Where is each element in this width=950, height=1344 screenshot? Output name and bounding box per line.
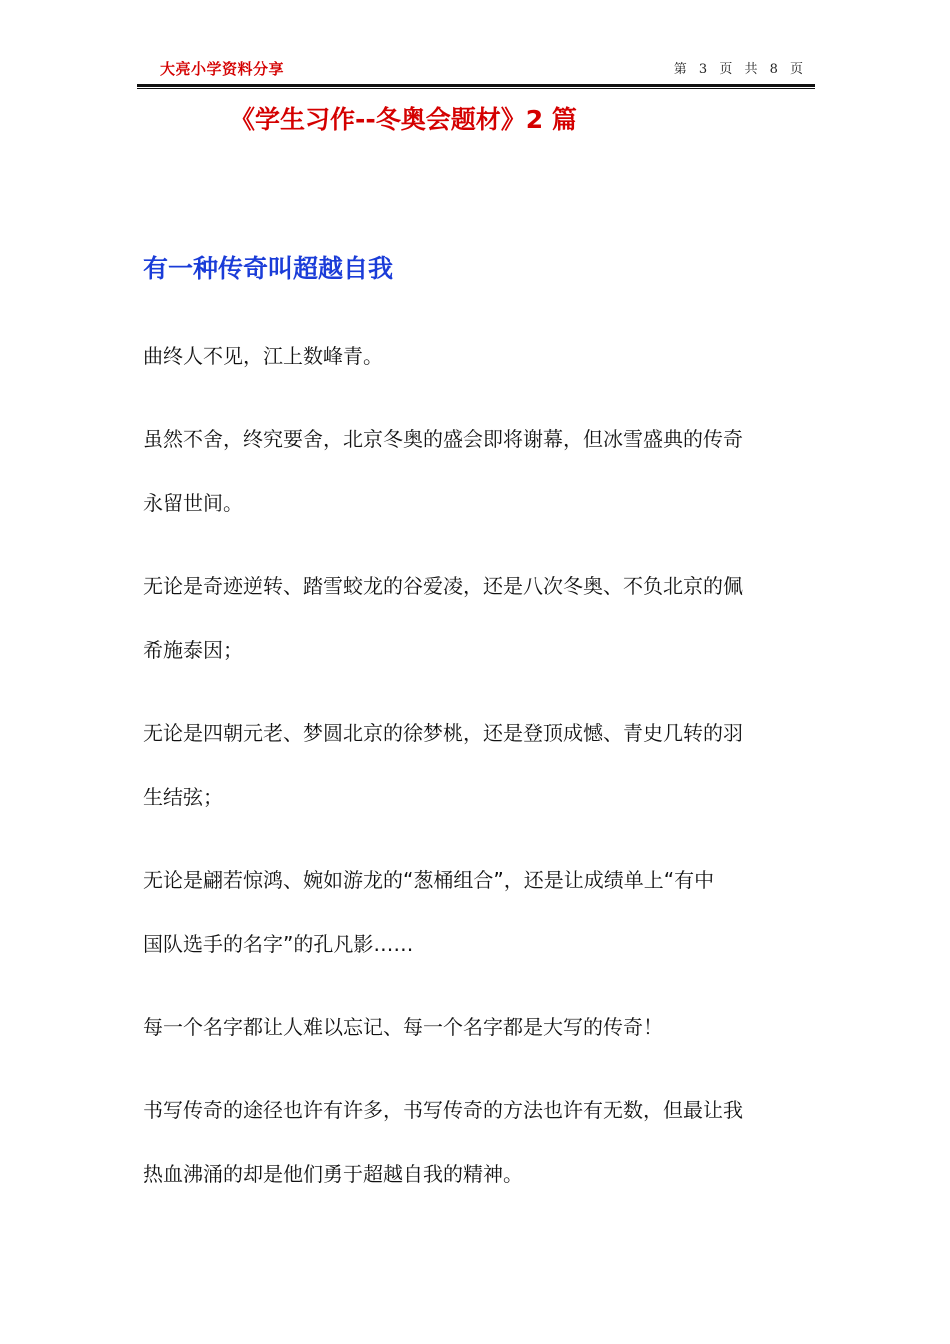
paragraph-5 xyxy=(143,848,819,976)
header-divider-thin xyxy=(137,88,815,89)
paragraph-line: 无论是翩若惊鸿、婉如游龙的“葱桶组合”，还是让成绩单上“有中 xyxy=(143,868,715,892)
paragraph-6 xyxy=(143,995,819,1059)
section-heading: 有一种传奇叫超越自我 xyxy=(143,254,394,283)
paragraph-line: 热血沸涌的却是他们勇于超越自我的精神。 xyxy=(143,1162,523,1186)
header-brand: 大亮小学资料分享 xyxy=(160,60,285,78)
paragraph-line: 无论是四朝元老、梦圆北京的徐梦桃，还是登顶成憾、青史几转的羽 xyxy=(143,721,743,745)
paragraph-line: 书写传奇的途径也许有许多，书写传奇的方法也许有无数，但最让我 xyxy=(143,1098,743,1122)
page-indicator: 第 3 页 共 8 页 xyxy=(673,62,807,77)
essay-body xyxy=(143,324,819,1206)
paragraph-3 xyxy=(143,554,819,682)
paragraph-line: 国队选手的名字”的孔凡影…… xyxy=(143,932,414,956)
paragraph-4 xyxy=(143,701,819,829)
paragraph-line: 永留世间。 xyxy=(143,491,243,515)
paragraph-2 xyxy=(143,407,819,535)
paragraph-line: 希施泰因； xyxy=(143,638,243,662)
header-divider xyxy=(137,84,815,87)
paragraph-line: 虽然不舍，终究要舍，北京冬奥的盛会即将谢幕，但冰雪盛典的传奇 xyxy=(143,427,743,451)
paragraph-line: 每一个名字都让人难以忘记、每一个名字都是大写的传奇！ xyxy=(143,1015,663,1039)
document-title: 《学生习作--冬奥会题材》2 篇 xyxy=(230,105,577,134)
paragraph-line: 生结弦； xyxy=(143,785,223,809)
paragraph-line: 曲终人不见，江上数峰青。 xyxy=(143,344,383,368)
paragraph-7 xyxy=(143,1078,819,1206)
paragraph-line: 无论是奇迹逆转、踏雪蛟龙的谷爱凌，还是八次冬奥、不负北京的佩 xyxy=(143,574,743,598)
paragraph-1 xyxy=(143,324,819,388)
